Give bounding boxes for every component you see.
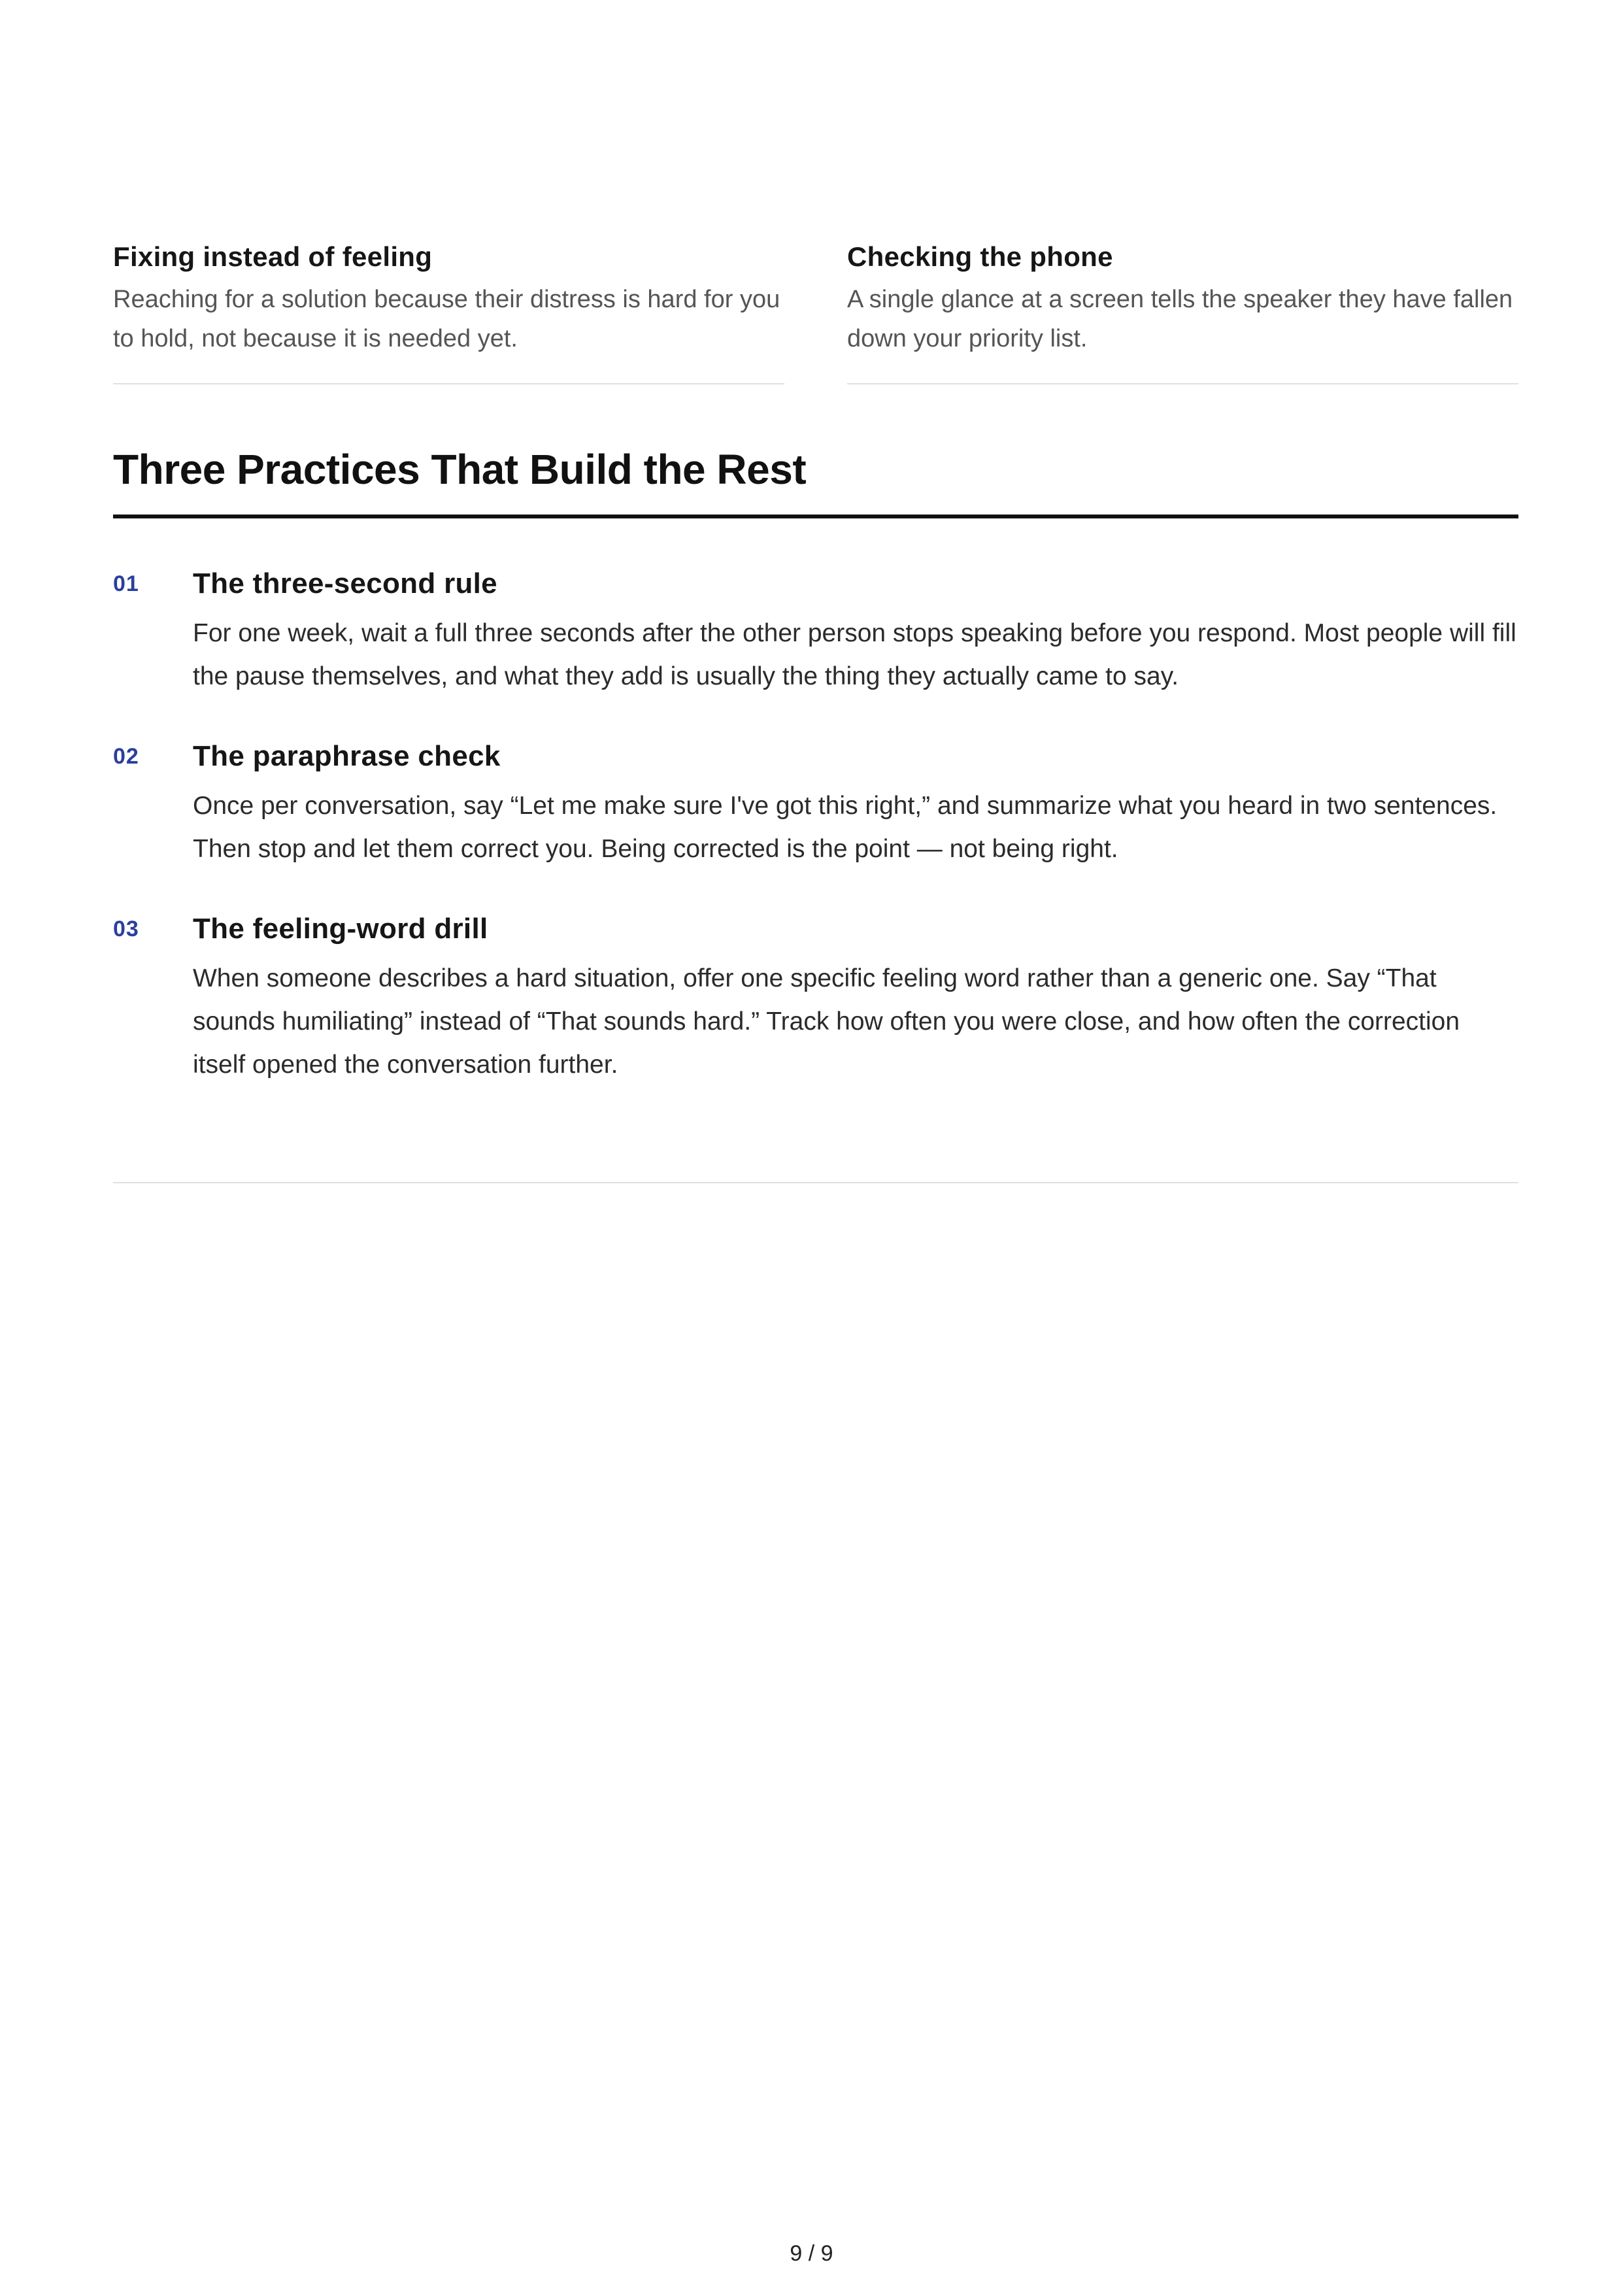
pitfall-card: [113, 239, 784, 384]
practice-number: 03: [113, 917, 139, 941]
pitfall-title: Fixing instead of feeling: [113, 241, 433, 272]
practice-title: The three-second rule: [193, 567, 497, 599]
practice-number: 01: [113, 571, 139, 596]
practice-number: 02: [113, 744, 139, 769]
practice-title: The paraphrase check: [193, 740, 501, 772]
practice-title: The feeling-word drill: [193, 913, 488, 945]
pitfall-card: [847, 239, 1518, 384]
pitfalls-row: [113, 239, 1518, 384]
section-divider: [113, 1182, 1518, 1183]
practice-body: [193, 736, 1518, 871]
page-number: 9 / 9: [790, 2241, 833, 2266]
practice-item: [113, 564, 1518, 698]
practice-body: [193, 909, 1518, 1087]
section-heading: Three Practices That Build the Rest: [113, 445, 1518, 518]
practice-text: Once per conversation, say “Let me make sure I've got this right,” and summarize what you heard in two sentences. Then stop and let them correct you. Being corrected is the point — not being right.: [193, 792, 1498, 863]
pitfall-title: Checking the phone: [847, 241, 1113, 272]
practice-item: [113, 909, 1518, 1087]
practices-list: [113, 564, 1518, 1124]
pitfall-description: Reaching for a solution because their distress is hard for you to hold, not because it is needed yet.: [113, 285, 780, 352]
pitfall-description: A single glance at a screen tells the speaker they have fallen down your priority list.: [847, 285, 1513, 352]
practice-body: [193, 564, 1518, 698]
practice-item: [113, 736, 1518, 871]
practice-text: When someone describes a hard situation, offer one specific feeling word rather than a generic one. Say “That sounds humiliating” instead of “That sounds hard.” Track how often you were close, and how often the correction itself opened the conversation further.: [193, 964, 1460, 1079]
practice-text: For one week, wait a full three seconds after the other person stops speaking before you respond. Most people will fill the pause themselves, and what they add is usually the thing they actually came to say.: [193, 619, 1516, 690]
